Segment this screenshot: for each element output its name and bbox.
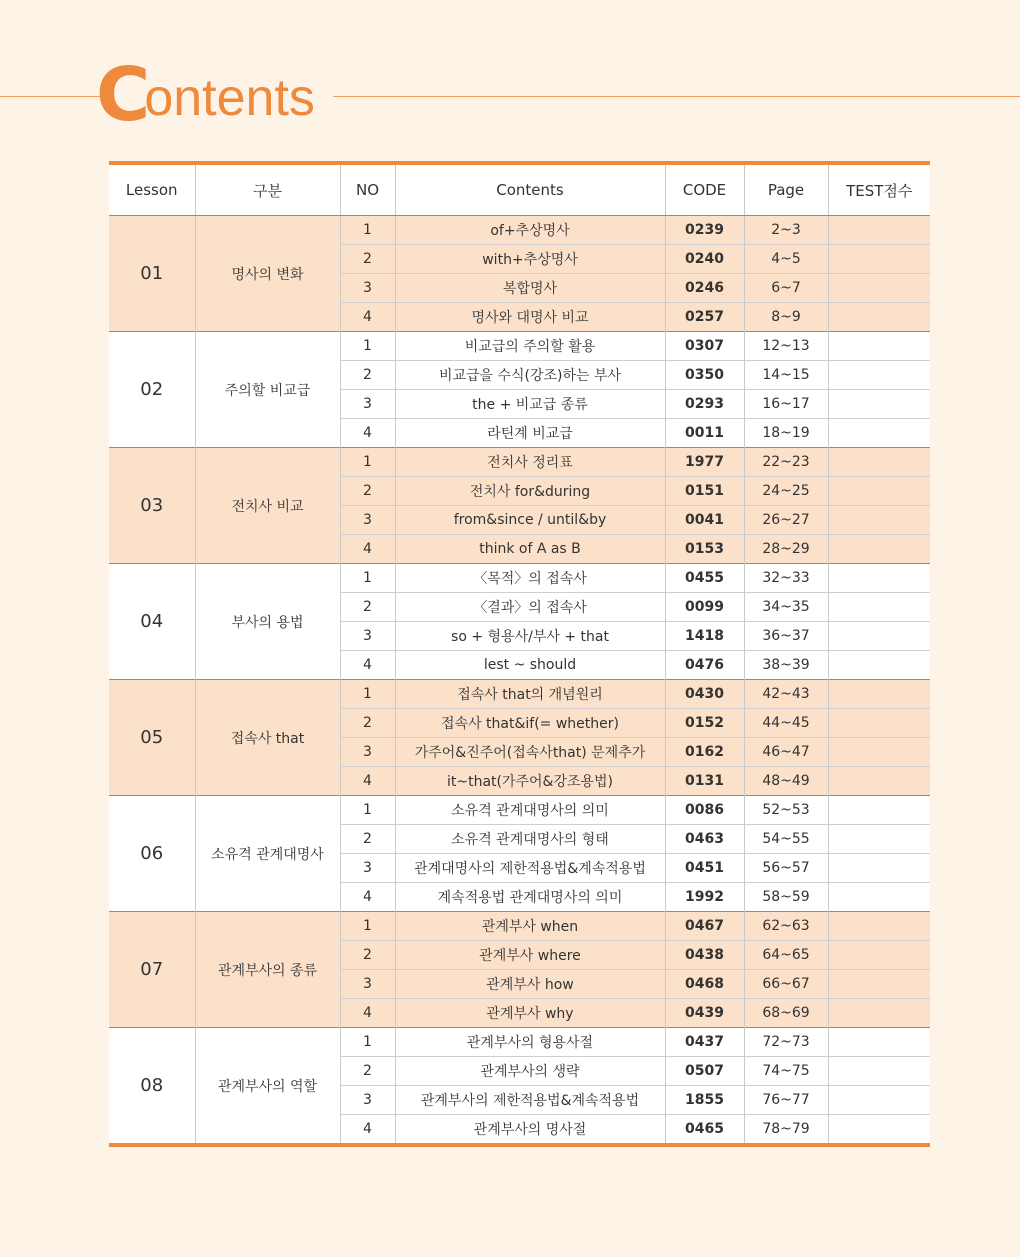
row-no: 4 <box>340 419 395 448</box>
row-contents: 관계부사 how <box>395 970 665 999</box>
row-contents: think of A as B <box>395 535 665 564</box>
row-no: 2 <box>340 477 395 506</box>
row-page: 64~65 <box>744 941 828 970</box>
row-contents: 관계대명사의 제한적용법&계속적용법 <box>395 854 665 883</box>
row-test-score <box>828 303 930 332</box>
row-test-score <box>828 651 930 680</box>
lesson-group: 관계부사의 종류 <box>195 912 340 1028</box>
row-no: 4 <box>340 535 395 564</box>
row-no: 1 <box>340 1028 395 1057</box>
row-code: 0239 <box>665 216 744 245</box>
table-row <box>109 564 930 593</box>
header-lesson: Lesson <box>109 163 195 216</box>
row-test-score <box>828 419 930 448</box>
row-code: 0246 <box>665 274 744 303</box>
row-test-score <box>828 477 930 506</box>
table-row <box>109 332 930 361</box>
row-test-score <box>828 274 930 303</box>
table-row <box>109 912 930 941</box>
row-code: 0011 <box>665 419 744 448</box>
header-code: CODE <box>665 163 744 216</box>
row-page: 44~45 <box>744 709 828 738</box>
row-test-score <box>828 825 930 854</box>
row-test-score <box>828 361 930 390</box>
header-no: NO <box>340 163 395 216</box>
row-test-score <box>828 1057 930 1086</box>
row-test-score <box>828 245 930 274</box>
row-code: 0438 <box>665 941 744 970</box>
row-no: 4 <box>340 1115 395 1146</box>
lesson-group: 접속사 that <box>195 680 340 796</box>
row-code: 0468 <box>665 970 744 999</box>
row-no: 1 <box>340 564 395 593</box>
row-test-score <box>828 738 930 767</box>
row-page: 16~17 <box>744 390 828 419</box>
row-page: 68~69 <box>744 999 828 1028</box>
row-page: 56~57 <box>744 854 828 883</box>
row-page: 66~67 <box>744 970 828 999</box>
row-contents: 〈결과〉의 접속사 <box>395 593 665 622</box>
row-code: 0463 <box>665 825 744 854</box>
row-page: 8~9 <box>744 303 828 332</box>
row-page: 12~13 <box>744 332 828 361</box>
row-contents: 관계부사 why <box>395 999 665 1028</box>
row-page: 28~29 <box>744 535 828 564</box>
row-no: 3 <box>340 970 395 999</box>
row-no: 3 <box>340 390 395 419</box>
row-code: 0086 <box>665 796 744 825</box>
row-test-score <box>828 796 930 825</box>
lesson-group: 명사의 변화 <box>195 216 340 332</box>
row-page: 32~33 <box>744 564 828 593</box>
row-test-score <box>828 1115 930 1146</box>
row-contents: 비교급을 수식(강조)하는 부사 <box>395 361 665 390</box>
lesson-number: 03 <box>109 448 195 564</box>
row-code: 0455 <box>665 564 744 593</box>
row-test-score <box>828 883 930 912</box>
row-page: 54~55 <box>744 825 828 854</box>
lesson-number: 05 <box>109 680 195 796</box>
row-code: 0467 <box>665 912 744 941</box>
row-code: 1977 <box>665 448 744 477</box>
row-page: 14~15 <box>744 361 828 390</box>
row-page: 62~63 <box>744 912 828 941</box>
row-page: 26~27 <box>744 506 828 535</box>
row-code: 1855 <box>665 1086 744 1115</box>
table-row <box>109 1028 930 1057</box>
row-test-score <box>828 912 930 941</box>
row-code: 0293 <box>665 390 744 419</box>
row-page: 72~73 <box>744 1028 828 1057</box>
row-test-score <box>828 970 930 999</box>
row-no: 1 <box>340 796 395 825</box>
title-initial: C <box>96 52 149 138</box>
row-contents: 관계부사의 형용사절 <box>395 1028 665 1057</box>
row-contents: 접속사 that&if(= whether) <box>395 709 665 738</box>
row-no: 2 <box>340 825 395 854</box>
row-contents: 복합명사 <box>395 274 665 303</box>
row-contents: 〈목적〉의 접속사 <box>395 564 665 593</box>
row-contents: 관계부사의 제한적용법&계속적용법 <box>395 1086 665 1115</box>
row-test-score <box>828 216 930 245</box>
title-rule-left <box>0 96 100 97</box>
row-no: 4 <box>340 303 395 332</box>
table-body <box>109 216 930 1146</box>
row-test-score <box>828 535 930 564</box>
row-page: 6~7 <box>744 274 828 303</box>
row-test-score <box>828 593 930 622</box>
row-page: 48~49 <box>744 767 828 796</box>
row-page: 76~77 <box>744 1086 828 1115</box>
row-test-score <box>828 622 930 651</box>
row-no: 3 <box>340 622 395 651</box>
row-code: 0439 <box>665 999 744 1028</box>
row-test-score <box>828 709 930 738</box>
row-test-score <box>828 506 930 535</box>
lesson-group: 주의할 비교급 <box>195 332 340 448</box>
row-code: 0451 <box>665 854 744 883</box>
row-page: 46~47 <box>744 738 828 767</box>
row-test-score <box>828 1028 930 1057</box>
row-contents: from&since / until&by <box>395 506 665 535</box>
row-page: 22~23 <box>744 448 828 477</box>
row-test-score <box>828 332 930 361</box>
row-no: 2 <box>340 941 395 970</box>
row-test-score <box>828 448 930 477</box>
header-group: 구분 <box>195 163 340 216</box>
row-no: 2 <box>340 1057 395 1086</box>
row-no: 4 <box>340 999 395 1028</box>
row-code: 0041 <box>665 506 744 535</box>
row-page: 24~25 <box>744 477 828 506</box>
row-no: 3 <box>340 274 395 303</box>
row-no: 3 <box>340 854 395 883</box>
row-test-score <box>828 767 930 796</box>
row-contents: with+추상명사 <box>395 245 665 274</box>
row-code: 0465 <box>665 1115 744 1146</box>
row-code: 0240 <box>665 245 744 274</box>
row-no: 1 <box>340 912 395 941</box>
row-page: 2~3 <box>744 216 828 245</box>
row-code: 0307 <box>665 332 744 361</box>
row-page: 34~35 <box>744 593 828 622</box>
row-code: 1992 <box>665 883 744 912</box>
row-page: 74~75 <box>744 1057 828 1086</box>
row-contents: 소유격 관계대명사의 형태 <box>395 825 665 854</box>
row-code: 0430 <box>665 680 744 709</box>
row-no: 3 <box>340 1086 395 1115</box>
row-no: 4 <box>340 651 395 680</box>
row-test-score <box>828 941 930 970</box>
header-row <box>109 163 930 216</box>
row-page: 52~53 <box>744 796 828 825</box>
row-page: 78~79 <box>744 1115 828 1146</box>
row-no: 4 <box>340 767 395 796</box>
lesson-number: 08 <box>109 1028 195 1146</box>
row-no: 2 <box>340 245 395 274</box>
row-page: 4~5 <box>744 245 828 274</box>
row-code: 0350 <box>665 361 744 390</box>
row-contents: 전치사 정리표 <box>395 448 665 477</box>
row-code: 0153 <box>665 535 744 564</box>
row-no: 2 <box>340 593 395 622</box>
lesson-number: 06 <box>109 796 195 912</box>
row-test-score <box>828 854 930 883</box>
table-row <box>109 796 930 825</box>
header-page: Page <box>744 163 828 216</box>
row-code: 0152 <box>665 709 744 738</box>
row-contents: of+추상명사 <box>395 216 665 245</box>
row-no: 1 <box>340 332 395 361</box>
row-code: 0257 <box>665 303 744 332</box>
row-contents: 계속적용법 관계대명사의 의미 <box>395 883 665 912</box>
row-contents: 관계부사의 명사절 <box>395 1115 665 1146</box>
contents-table <box>109 161 930 1147</box>
row-test-score <box>828 999 930 1028</box>
title-rule-right <box>333 96 1020 97</box>
row-page: 58~59 <box>744 883 828 912</box>
lesson-number: 07 <box>109 912 195 1028</box>
row-contents: 관계부사 when <box>395 912 665 941</box>
row-no: 3 <box>340 506 395 535</box>
row-contents: the + 비교급 종류 <box>395 390 665 419</box>
row-contents: 소유격 관계대명사의 의미 <box>395 796 665 825</box>
row-code: 1418 <box>665 622 744 651</box>
row-page: 38~39 <box>744 651 828 680</box>
lesson-number: 01 <box>109 216 195 332</box>
lesson-number: 04 <box>109 564 195 680</box>
row-test-score <box>828 564 930 593</box>
row-page: 42~43 <box>744 680 828 709</box>
row-code: 0476 <box>665 651 744 680</box>
row-no: 1 <box>340 448 395 477</box>
table-row <box>109 680 930 709</box>
row-contents: 전치사 for&during <box>395 477 665 506</box>
row-code: 0162 <box>665 738 744 767</box>
row-no: 3 <box>340 738 395 767</box>
row-contents: 라틴계 비교급 <box>395 419 665 448</box>
row-no: 1 <box>340 216 395 245</box>
row-test-score <box>828 1086 930 1115</box>
row-code: 0151 <box>665 477 744 506</box>
header-contents: Contents <box>395 163 665 216</box>
table-row <box>109 216 930 245</box>
row-contents: 관계부사의 생략 <box>395 1057 665 1086</box>
lesson-group: 전치사 비교 <box>195 448 340 564</box>
row-contents: it~that(가주어&강조용법) <box>395 767 665 796</box>
row-contents: 관계부사 where <box>395 941 665 970</box>
row-contents: 가주어&진주어(접속사that) 문제추가 <box>395 738 665 767</box>
row-no: 2 <box>340 361 395 390</box>
row-code: 0099 <box>665 593 744 622</box>
row-no: 1 <box>340 680 395 709</box>
lesson-group: 관계부사의 역할 <box>195 1028 340 1146</box>
title-rest: ontents <box>144 69 315 127</box>
row-contents: 접속사 that의 개념원리 <box>395 680 665 709</box>
lesson-number: 02 <box>109 332 195 448</box>
row-test-score <box>828 390 930 419</box>
row-page: 36~37 <box>744 622 828 651</box>
row-contents: so + 형용사/부사 + that <box>395 622 665 651</box>
row-contents: 명사와 대명사 비교 <box>395 303 665 332</box>
row-page: 18~19 <box>744 419 828 448</box>
row-code: 0437 <box>665 1028 744 1057</box>
row-no: 2 <box>340 709 395 738</box>
row-no: 4 <box>340 883 395 912</box>
row-test-score <box>828 680 930 709</box>
page-title <box>96 52 315 138</box>
lesson-group: 소유격 관계대명사 <box>195 796 340 912</box>
row-contents: lest ~ should <box>395 651 665 680</box>
row-contents: 비교급의 주의할 활용 <box>395 332 665 361</box>
row-code: 0507 <box>665 1057 744 1086</box>
table-row <box>109 448 930 477</box>
header-test-score: TEST점수 <box>828 163 930 216</box>
row-code: 0131 <box>665 767 744 796</box>
lesson-group: 부사의 용법 <box>195 564 340 680</box>
